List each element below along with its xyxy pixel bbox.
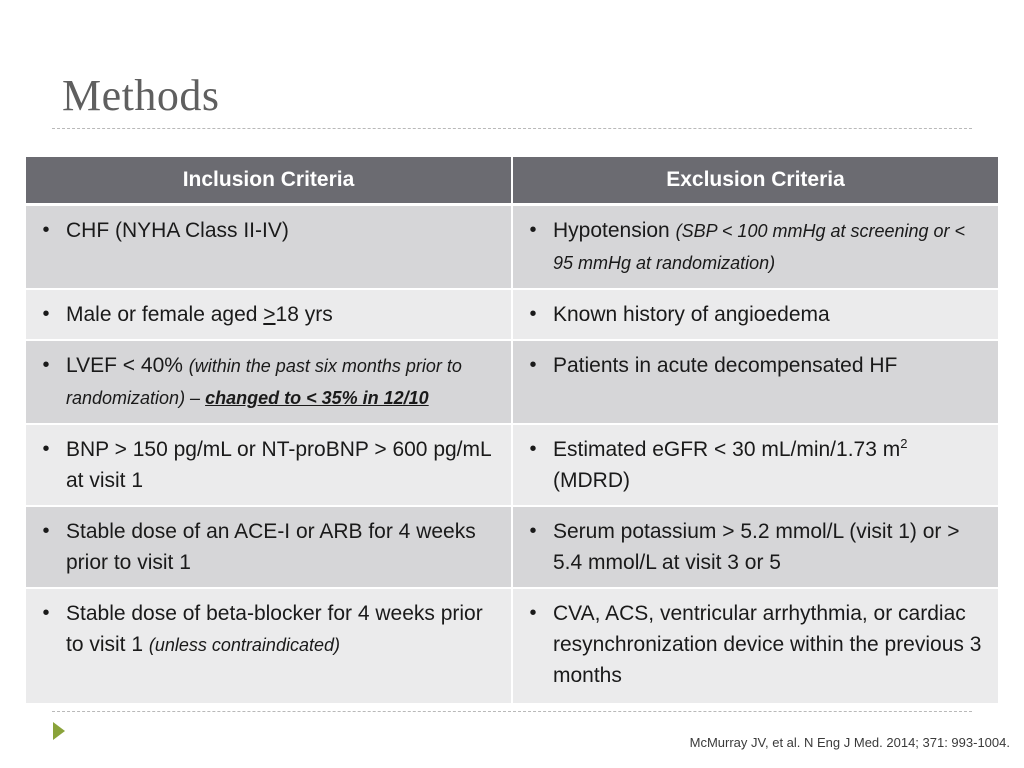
inclusion-note: (within the past six months prior to randomization) – (66, 356, 462, 408)
inclusion-text: Stable dose of beta-blocker for 4 weeks prior to visit 1 (unless contraindicated) (66, 602, 483, 656)
bullet-icon: • (42, 438, 50, 460)
inclusion-text: LVEF < 40% (within the past six months prior to randomization) – changed to < 35% in 12/10 (66, 354, 462, 408)
bullet-icon: • (42, 303, 50, 325)
greater-equal-symbol: > (263, 303, 276, 326)
inclusion-header: Inclusion Criteria (26, 157, 512, 205)
exclusion-text: Estimated eGFR < 30 mL/min/1.73 $m^2$ (MDRD) (553, 436, 908, 492)
play-arrow-icon (53, 722, 65, 740)
bullet-icon: • (42, 520, 50, 542)
bullet-icon: • (42, 219, 50, 241)
exclusion-cell (512, 588, 998, 704)
exclusion-text: CVA, ACS, ventricular arrhythmia, or cardiac resynchronization device within the previous 3 months (553, 602, 982, 687)
inclusion-text: Stable dose of an ACE-I or ARB for 4 weeks prior to visit 1 (66, 520, 476, 574)
inclusion-text: BNP > 150 pg/mL or NT-proBNP > 600 pg/mL at visit 1 (66, 438, 491, 492)
citation: McMurray JV, et al. N Eng J Med. 2014; 371: 993-1004. (689, 735, 1010, 750)
superscript: 2 (900, 436, 908, 451)
exclusion-text: Patients in acute decompensated HF (553, 354, 898, 377)
criteria-table (26, 157, 998, 705)
amendment-emphasis: changed to < 35% in 12/10 (205, 388, 429, 408)
slide-title: Methods (62, 71, 220, 120)
exclusion-cell (512, 506, 998, 588)
exclusion-cell (512, 340, 998, 424)
bullet-icon: • (42, 354, 50, 376)
bullet-icon: • (529, 303, 537, 325)
inclusion-cell (26, 424, 512, 506)
table-row (26, 340, 998, 424)
table-row (26, 289, 998, 340)
table-row (26, 588, 998, 704)
inclusion-cell (26, 340, 512, 424)
exclusion-text: Hypotension (SBP < 100 mmHg at screening or < 95 mmHg at randomization) (553, 219, 966, 273)
table-row (26, 424, 998, 506)
exclusion-text: Serum potassium > 5.2 mmol/L (visit 1) or > 5.4 mmol/L at visit 3 or 5 (553, 520, 960, 574)
inclusion-cell (26, 289, 512, 340)
exclusion-cell (512, 205, 998, 290)
bullet-icon: • (529, 354, 537, 376)
bullet-icon: • (529, 438, 537, 460)
footer-divider (52, 711, 972, 712)
exclusion-cell (512, 289, 998, 340)
inclusion-cell (26, 205, 512, 290)
title-divider (52, 128, 972, 129)
inclusion-text: Male or female aged >18 yrs (66, 303, 333, 326)
inclusion-cell (26, 506, 512, 588)
table-row (26, 205, 998, 290)
bullet-icon: • (42, 602, 50, 624)
inclusion-note: (unless contraindicated) (148, 635, 340, 655)
bullet-icon: • (529, 219, 537, 241)
exclusion-note: (SBP < 100 mmHg at screening or < 95 mmHg at randomization) (553, 221, 966, 273)
inclusion-text: CHF (NYHA Class II-IV) (66, 219, 289, 242)
table-header-row (26, 157, 998, 205)
table-row (26, 506, 998, 588)
inclusion-cell (26, 588, 512, 704)
bullet-icon: • (529, 520, 537, 542)
exclusion-cell (512, 424, 998, 506)
exclusion-header: Exclusion Criteria (512, 157, 998, 205)
bullet-icon: • (529, 602, 537, 624)
exclusion-text: Known history of angioedema (553, 303, 830, 326)
